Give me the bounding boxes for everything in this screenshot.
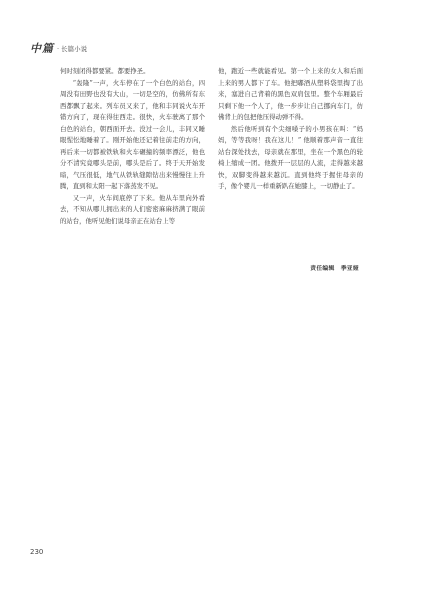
- magazine-logo: 中篇: [30, 42, 54, 55]
- text-column-right: [218, 66, 363, 193]
- running-header: [30, 40, 87, 56]
- text-column-left: [60, 66, 205, 227]
- paragraph: 何时刻闭得都要紧。都要挣圣。: [60, 67, 150, 75]
- paragraph: 然后他听到有个尖细嗓子的小男孩在叫：“妈妈，等等我呀！我在这儿！” 他顺着那声音一直往站台深处找去，母亲就在那里，坐在一个黑色的轮椅上缩成一团。他拨开一层层的人流，走得越来越快，双脚变得越来越沉。直到他终于握住母亲的手，像个婴儿一样重新趴在她膝上，一切静止了。: [218, 124, 363, 190]
- page-number: 230: [30, 548, 44, 556]
- paragraph: 又一声，火车间底停了下来。他从车里向外看去，不知从哪儿拥出来的人们密密麻麻挤满了眼前的站台，他听见他们说母亲正在站台上等: [60, 193, 205, 225]
- paragraph: “轰隆”一声，火车停在了一个白色的站台，四周没有田野也没有大山，一切是空的，仿佛所有东西都飘了起来。列车员又来了，他和丰同说火车开错方向了，现在得往西走。很快，火车驶离了那个白色的站台，朝西面开去。没过一会儿，丰同又睡眼惺忪地睡着了。刚开始他还记着往前走的方向，再后来一切都被铁轨和火车碾撞的频率漂泛，他也分不清究竟哪头是前，哪头是后了。终于天开始发暗，气压很低，地气从铁轨缝隙钻出来慢慢往上升腾，直到和太阳一起下落蒸发不见。: [60, 78, 205, 190]
- paragraph: 他，跑近一些就能看见。第一个上来的女人和后面上来的男人都下了车。他把嘟酒从塑料袋里掏了出来，塞进自己背着的黑色双肩包里。整个车厢最后只剩下他一个人了，他一步步让自己挪向车门，仿佛背上的包把他压得动弹不得。: [218, 67, 363, 121]
- editor-credit: 责任编辑 季亚娅: [310, 266, 359, 272]
- section-label: · 长篇小说: [57, 44, 88, 53]
